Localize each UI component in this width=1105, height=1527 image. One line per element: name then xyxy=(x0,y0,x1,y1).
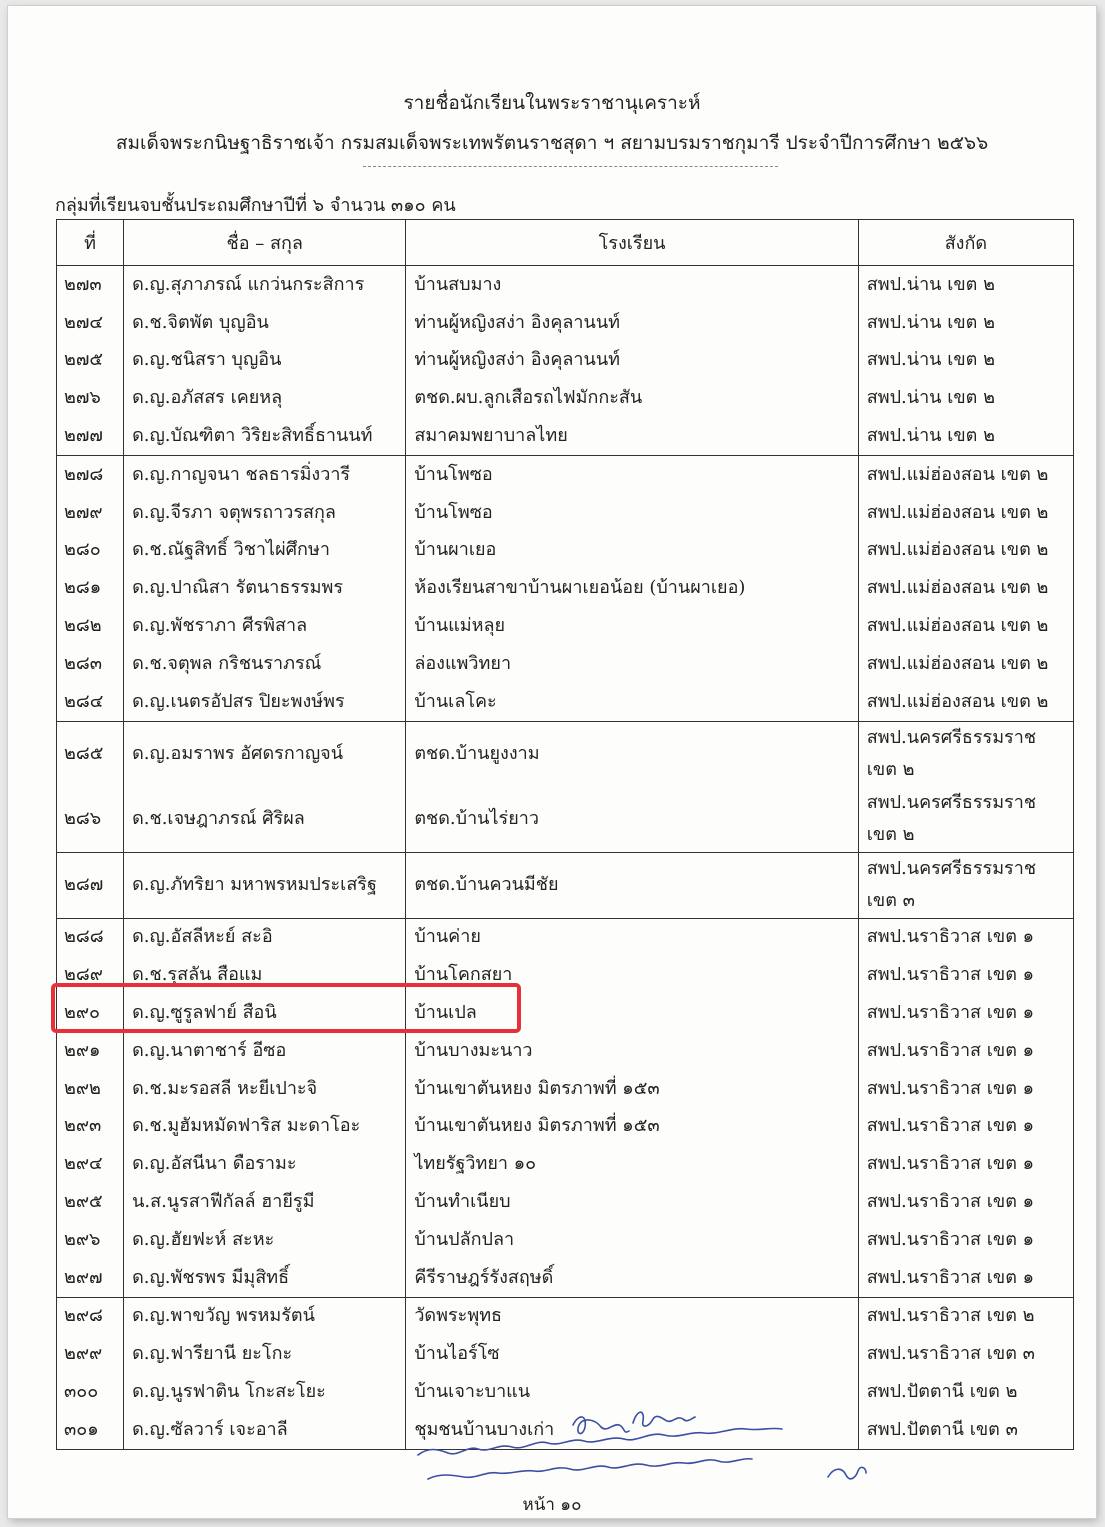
row-number: ๒๘๔ xyxy=(57,683,124,721)
affiliation: สพป.น่าน เขต ๒ xyxy=(858,379,1073,417)
school-name: บ้านเปล xyxy=(406,994,858,1032)
header-affiliation: สังกัด xyxy=(858,220,1073,266)
table-row xyxy=(57,417,1074,455)
affiliation: สพป.นครศรีธรรมราช เขต ๓ xyxy=(858,852,1073,918)
header-school: โรงเรียน xyxy=(406,220,858,266)
student-name: ด.ญ.ฟารียานี ยะโกะ xyxy=(124,1335,406,1373)
table-row xyxy=(57,683,1074,721)
row-number: ๒๗๙ xyxy=(57,494,124,532)
table-row xyxy=(57,455,1074,493)
school-name: บ้านค่าย xyxy=(406,918,858,956)
affiliation: สพป.นราธิวาส เขต ๑ xyxy=(858,994,1073,1032)
student-name: ด.ญ.อภัสสร เคยหลุ xyxy=(124,379,406,417)
student-name: ด.ญ.เนตรอัปสร ปิยะพงษ์พร xyxy=(124,683,406,721)
student-name: ด.ช.มูฮัมหมัดฟาริส มะดาโอะ xyxy=(124,1108,406,1146)
row-number: ๒๘๗ xyxy=(57,852,124,918)
school-name: บ้านโพซอ xyxy=(406,494,858,532)
affiliation: สพป.นครศรีธรรมราช เขต ๒ xyxy=(858,721,1073,787)
school-name: บ้านสบมาง xyxy=(406,266,858,304)
student-name: ด.ญ.กาญจนา ชลธารมิ่งวารี xyxy=(124,455,406,493)
row-number: ๒๗๔ xyxy=(57,304,124,342)
affiliation: สพป.แม่ฮ่องสอน เขต ๒ xyxy=(858,607,1073,645)
handwritten-signature xyxy=(408,1401,968,1501)
table-row xyxy=(57,852,1074,918)
school-name: บ้านโพซอ xyxy=(406,455,858,493)
affiliation: สพป.นราธิวาส เขต ๑ xyxy=(858,1108,1073,1146)
row-number: ๓๐๑ xyxy=(57,1411,124,1449)
student-name: ด.ญ.บัณฑิตา วิริยะสิทธิ์ธานนท์ xyxy=(124,417,406,455)
affiliation: สพป.นราธิวาส เขต ๑ xyxy=(858,918,1073,956)
student-name: ด.ช.มะรอสลี หะยีเปาะจิ xyxy=(124,1070,406,1108)
student-name: ด.ช.รุสลัน สือแม xyxy=(124,956,406,994)
table-row xyxy=(57,494,1074,532)
row-number: ๒๘๑ xyxy=(57,569,124,607)
student-name: ด.ญ.นาตาชาร์ อีซอ xyxy=(124,1032,406,1070)
row-number: ๒๘๒ xyxy=(57,607,124,645)
page-number: หน้า ๑๐ xyxy=(522,1495,582,1515)
student-name: ด.ช.ณัฐสิทธิ์ วิชาไผ่ศึกษา xyxy=(124,532,406,570)
table-row xyxy=(57,607,1074,645)
student-name: ด.ญ.ชนิสรา บุญอิน xyxy=(124,342,406,380)
dashed-divider xyxy=(363,166,778,167)
document-subtitle: สมเด็จพระกนิษฐาธิราชเจ้า กรมสมเด็จพระเทพรัตนราชสุดา ฯ สยามบรมราชกุมารี ประจำปีการศึกษา ๒๕๖๖ xyxy=(115,132,989,154)
student-name: น.ส.นูรสาฟีกัลล์ ฮายีรูมี xyxy=(124,1183,406,1221)
student-name: ด.ช.เจษฎาภรณ์ ศิริผล xyxy=(124,787,406,853)
header-number: ที่ xyxy=(57,220,124,266)
affiliation: สพป.นราธิวาส เขต ๑ xyxy=(858,1145,1073,1183)
school-name: บ้านเจาะบาแน xyxy=(406,1373,858,1411)
affiliation: สพป.แม่ฮ่องสอน เขต ๒ xyxy=(858,455,1073,493)
student-name: ด.ญ.สุภาภรณ์ แกว่นกระสิการ xyxy=(124,266,406,304)
student-name: ด.ช.จตุพล กริชนราภรณ์ xyxy=(124,645,406,683)
student-name: ด.ญ.อัสนีนา ดือรามะ xyxy=(124,1145,406,1183)
table-row xyxy=(57,1183,1074,1221)
school-name: ไทยรัฐวิทยา ๑๐ xyxy=(406,1145,858,1183)
row-number: ๒๘๘ xyxy=(57,918,124,956)
row-number: ๒๘๐ xyxy=(57,532,124,570)
school-name: บ้านไอร์โซ xyxy=(406,1335,858,1373)
table-row xyxy=(57,1145,1074,1183)
row-number: ๒๙๖ xyxy=(57,1221,124,1259)
table-row xyxy=(57,1108,1074,1146)
affiliation: สพป.แม่ฮ่องสอน เขต ๒ xyxy=(858,645,1073,683)
table-row xyxy=(57,787,1074,853)
affiliation: สพป.ปัตตานี เขต ๒ xyxy=(858,1373,1073,1411)
student-name: ด.ญ.นูรฟาติน โกะสะโยะ xyxy=(124,1373,406,1411)
student-name: ด.ญ.พาขวัญ พรหมรัตน์ xyxy=(124,1297,406,1335)
affiliation: สพป.นราธิวาส เขต ๑ xyxy=(858,956,1073,994)
table-row xyxy=(57,379,1074,417)
table-row xyxy=(57,1297,1074,1335)
row-number: ๒๙๙ xyxy=(57,1335,124,1373)
affiliation: สพป.น่าน เขต ๒ xyxy=(858,266,1073,304)
row-number: ๒๗๓ xyxy=(57,266,124,304)
row-number: ๓๐๐ xyxy=(57,1373,124,1411)
affiliation: สพป.น่าน เขต ๒ xyxy=(858,304,1073,342)
table-row xyxy=(57,721,1074,787)
student-name: ด.ญ.พัชรพร มีมุสิทธิ์ xyxy=(124,1259,406,1297)
school-name: ตชด.ผบ.ลูกเสือรถไฟมักกะสัน xyxy=(406,379,858,417)
table-row xyxy=(57,1335,1074,1373)
table-row xyxy=(57,1070,1074,1108)
school-name: บ้านเลโคะ xyxy=(406,683,858,721)
affiliation: สพป.นราธิวาส เขต ๑ xyxy=(858,1032,1073,1070)
school-name: บ้านเขาตันหยง มิตรภาพที่ ๑๕๓ xyxy=(406,1070,858,1108)
table-header-row xyxy=(57,220,1074,266)
row-number: ๒๙๓ xyxy=(57,1108,124,1146)
school-name: ตชด.บ้านยูงงาม xyxy=(406,721,858,787)
table-row xyxy=(57,1259,1074,1297)
table-row xyxy=(57,645,1074,683)
row-number: ๒๙๕ xyxy=(57,1183,124,1221)
student-name: ด.ญ.ซัลวาร์ เจะอาลี xyxy=(124,1411,406,1449)
row-number: ๒๙๔ xyxy=(57,1145,124,1183)
student-name: ด.ญ.ซูรูลฟาย์ สือนิ xyxy=(124,994,406,1032)
group-label: กลุ่มที่เรียนจบชั้นประถมศึกษาปีที่ ๖ จำนวน ๓๑๐ คน xyxy=(55,195,456,216)
affiliation: สพป.นราธิวาส เขต ๑ xyxy=(858,1259,1073,1297)
school-name: บ้านเขาตันหยง มิตรภาพที่ ๑๕๓ xyxy=(406,1108,858,1146)
row-number: ๒๙๘ xyxy=(57,1297,124,1335)
student-name: ด.ญ.อมราพร อัศดรกาญจน์ xyxy=(124,721,406,787)
row-number: ๒๗๕ xyxy=(57,342,124,380)
affiliation: สพป.นราธิวาส เขต ๒ xyxy=(858,1297,1073,1335)
table-row xyxy=(57,569,1074,607)
school-name: วัดพระพุทธ xyxy=(406,1297,858,1335)
school-name: ตชด.บ้านควนมีชัย xyxy=(406,852,858,918)
table-row xyxy=(57,532,1074,570)
table-row xyxy=(57,918,1074,956)
student-name: ด.ญ.ฮัยฟะห์ สะหะ xyxy=(124,1221,406,1259)
document-page xyxy=(8,6,1096,1518)
affiliation: สพป.แม่ฮ่องสอน เขต ๒ xyxy=(858,683,1073,721)
affiliation: สพป.น่าน เขต ๒ xyxy=(858,417,1073,455)
affiliation: สพป.แม่ฮ่องสอน เขต ๒ xyxy=(858,569,1073,607)
table-row xyxy=(57,266,1074,304)
table-row xyxy=(57,342,1074,380)
row-number: ๒๙๗ xyxy=(57,1259,124,1297)
student-table xyxy=(56,219,1074,1450)
table-row xyxy=(57,1221,1074,1259)
school-name: ตชด.บ้านไร่ยาว xyxy=(406,787,858,853)
school-name: บ้านบางมะนาว xyxy=(406,1032,858,1070)
school-name: บ้านแม่หลุย xyxy=(406,607,858,645)
row-number: ๒๗๘ xyxy=(57,455,124,493)
row-number: ๒๘๙ xyxy=(57,956,124,994)
school-name: บ้านผาเยอ xyxy=(406,532,858,570)
row-number: ๒๙๑ xyxy=(57,1032,124,1070)
student-name: ด.ญ.อัสลีหะย์ สะอิ xyxy=(124,918,406,956)
affiliation: สพป.นราธิวาส เขต ๑ xyxy=(858,1221,1073,1259)
student-name: ด.ญ.จีรภา จตุพรถาวรสกุล xyxy=(124,494,406,532)
affiliation: สพป.แม่ฮ่องสอน เขต ๒ xyxy=(858,494,1073,532)
document-title: รายชื่อนักเรียนในพระราชานุเคราะห์ xyxy=(403,92,701,114)
school-name: ชุมชนบ้านบางเก่า xyxy=(406,1411,858,1449)
table-body xyxy=(57,266,1074,1450)
school-name: ห้องเรียนสาขาบ้านผาเยอน้อย (บ้านผาเยอ) xyxy=(406,569,858,607)
school-name: คีรีราษฎร์รังสฤษดิ์ xyxy=(406,1259,858,1297)
affiliation: สพป.นราธิวาส เขต ๑ xyxy=(858,1183,1073,1221)
school-name: ล่องแพวิทยา xyxy=(406,645,858,683)
row-number: ๒๙๐ xyxy=(57,994,124,1032)
student-name: ด.ญ.ปาณิสา รัตนาธรรมพร xyxy=(124,569,406,607)
student-name: ด.ญ.พัชราภา ศีรพิสาล xyxy=(124,607,406,645)
school-name: สมาคมพยาบาลไทย xyxy=(406,417,858,455)
affiliation: สพป.นราธิวาส เขต ๓ xyxy=(858,1335,1073,1373)
affiliation: สพป.น่าน เขต ๒ xyxy=(858,342,1073,380)
table-row xyxy=(57,1032,1074,1070)
affiliation: สพป.แม่ฮ่องสอน เขต ๒ xyxy=(858,532,1073,570)
affiliation: สพป.นราธิวาส เขต ๑ xyxy=(858,1070,1073,1108)
school-name: บ้านทำเนียบ xyxy=(406,1183,858,1221)
school-name: บ้านโคกสยา xyxy=(406,956,858,994)
school-name: ท่านผู้หญิงสง่า อิงคุลานนท์ xyxy=(406,304,858,342)
row-number: ๒๗๖ xyxy=(57,379,124,417)
row-number: ๒๗๗ xyxy=(57,417,124,455)
affiliation: สพป.นครศรีธรรมราช เขต ๒ xyxy=(858,787,1073,853)
header-name: ชื่อ – สกุล xyxy=(124,220,406,266)
student-name: ด.ญ.ภัทริยา มหาพรหมประเสริฐ xyxy=(124,852,406,918)
row-number: ๒๘๖ xyxy=(57,787,124,853)
school-name: บ้านปลักปลา xyxy=(406,1221,858,1259)
affiliation: สพป.ปัตตานี เขต ๓ xyxy=(858,1411,1073,1449)
highlight-box xyxy=(51,983,521,1033)
row-number: ๒๘๕ xyxy=(57,721,124,787)
student-name: ด.ช.จิตพัต บุญอิน xyxy=(124,304,406,342)
table-row xyxy=(57,304,1074,342)
row-number: ๒๘๓ xyxy=(57,645,124,683)
row-number: ๒๙๒ xyxy=(57,1070,124,1108)
school-name: ท่านผู้หญิงสง่า อิงคุลานนท์ xyxy=(406,342,858,380)
